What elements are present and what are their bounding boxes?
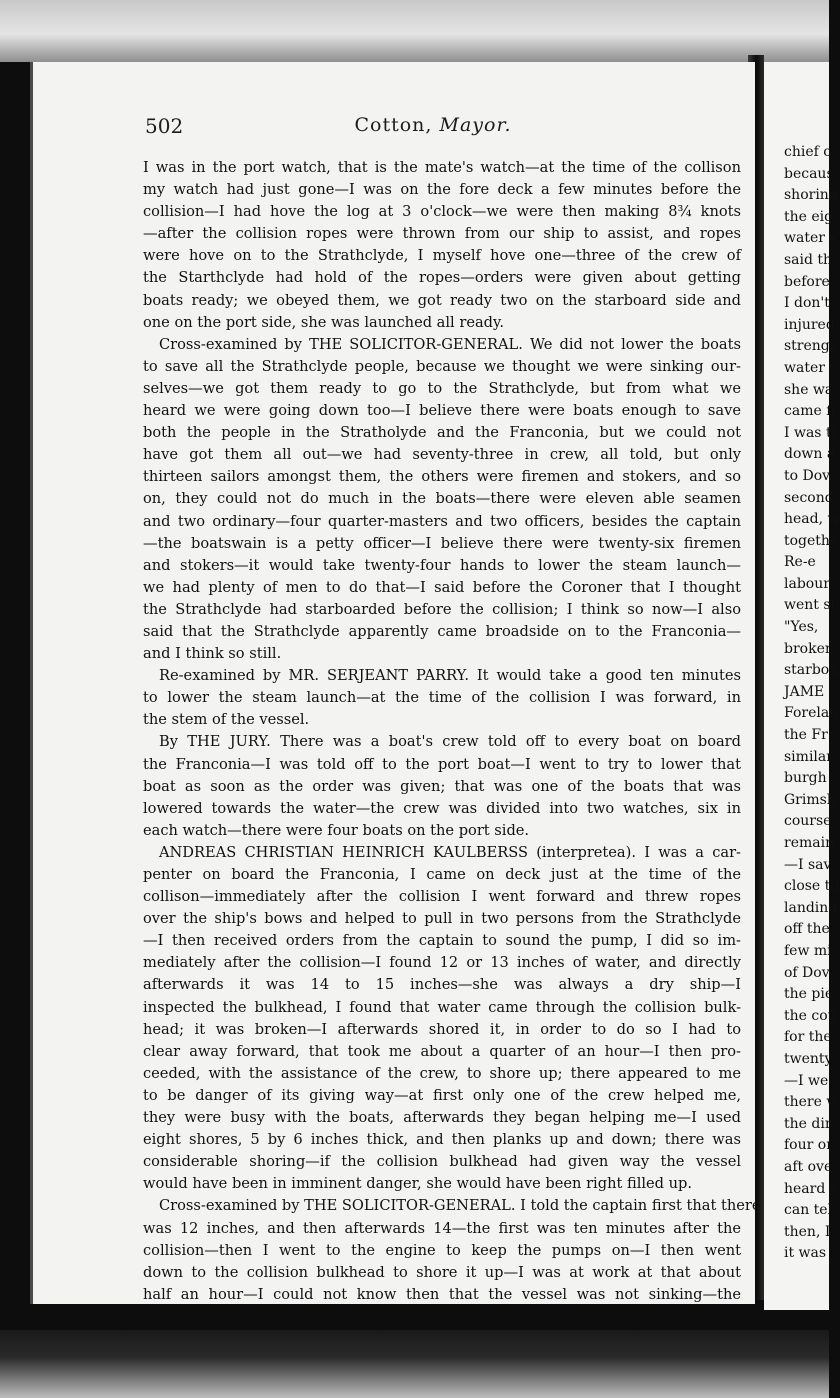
facing-text-fragment: second xyxy=(784,489,834,506)
facing-text-fragment: can tel xyxy=(784,1202,833,1219)
facing-text-fragment: aft ove xyxy=(784,1158,833,1175)
facing-text-fragment: the pie xyxy=(784,986,834,1003)
text-line: we had plenty of men to do that—I said before the Coroner that I thought xyxy=(143,578,741,596)
facing-text-fragment: shoring xyxy=(784,187,838,204)
facing-text-fragment: the Fr xyxy=(784,727,828,744)
text-line: and I think so still. xyxy=(143,645,282,663)
facing-text-fragment: she wa xyxy=(784,381,834,398)
facing-text-fragment: remain xyxy=(784,835,835,851)
text-line: collision—I had hove the log at 3 o'clock—we were then making 8¾ knots xyxy=(143,203,741,221)
text-line: have got them all out—we had seventy-three in crew, all told, but only xyxy=(143,446,741,464)
facing-text-fragment: chief o xyxy=(784,144,832,160)
text-line: to save all the Strathclyde people, because we thought we were sinking our- xyxy=(143,357,741,375)
facing-text-fragment: becaus xyxy=(784,165,834,182)
facing-text-fragment: I was tl xyxy=(784,424,837,441)
text-line: boat as soon as the order was given; that was one of the boats that was xyxy=(143,777,741,795)
text-line: —the boatswain is a petty officer—I believe there were twenty-six firemen xyxy=(143,534,741,552)
running-head-title: Mayor. xyxy=(439,114,512,136)
facing-text-fragment: I don't xyxy=(784,295,830,312)
facing-text-fragment: the cou xyxy=(784,1007,837,1024)
facing-text-fragment: there w xyxy=(784,1094,839,1111)
facing-text-fragment: —I sav xyxy=(784,856,832,873)
facing-page-text xyxy=(784,142,840,1265)
facing-text-fragment: —I we xyxy=(784,1072,829,1089)
text-line: would have been in imminent danger, she would have been right filled up. xyxy=(143,1175,693,1193)
text-line: head; it was broken—I afterwards shored it, in order to do so I had to xyxy=(143,1020,741,1038)
scan-background-bottom xyxy=(0,1330,829,1398)
page-header xyxy=(113,114,753,144)
facing-text-fragment: landing xyxy=(784,899,838,916)
text-line: selves—we got them ready to go to the Strathclyde, but from what we xyxy=(143,379,741,397)
text-line: said that the Strathclyde apparently came broadside on to the Franconia— xyxy=(143,622,741,640)
facing-text-fragment: Re-e xyxy=(784,554,816,571)
facing-text-fragment: water c xyxy=(784,359,838,376)
text-line: my watch had just gone—I was on the fore deck a few minutes before the xyxy=(143,181,741,199)
body-text xyxy=(143,157,761,1303)
text-line: the Strathclyde had starboarded before the collision; I think so now—I also xyxy=(143,600,741,618)
facing-text-fragment: head, w xyxy=(784,511,840,528)
text-line: down to the collision bulkhead to shore it up—I was at work at that about xyxy=(143,1263,741,1281)
facing-text-fragment: four or xyxy=(784,1137,833,1154)
facing-text-fragment: of Dov xyxy=(784,964,830,981)
text-line: and two ordinary—four quarter-masters and two officers, besides the captain xyxy=(143,512,741,530)
facing-text-fragment: heard t xyxy=(784,1180,836,1197)
text-line: eight shores, 5 by 6 inches thick, and then planks up and down; there was xyxy=(143,1131,741,1149)
facing-text-fragment: the eig xyxy=(784,208,834,225)
text-line: mediately after the collision—I found 12 or 13 inches of water, and directly xyxy=(143,954,741,972)
facing-text-fragment: before xyxy=(784,273,830,290)
text-line: and stokers—it would take twenty-four hands to lower the steam launch— xyxy=(143,556,741,574)
text-line: ceeded, with the assistance of the crew, to shore up; there appeared to me xyxy=(143,1064,741,1082)
facing-text-fragment: then, I xyxy=(784,1223,831,1240)
facing-page-edge xyxy=(764,62,840,1310)
text-line: one on the port side, she was launched all ready. xyxy=(143,313,504,331)
text-line: —after the collision ropes were thrown from our ship to assist, and ropes xyxy=(143,225,741,243)
text-line: to lower the steam launch—at the time of the collision I was forward, in xyxy=(143,689,741,707)
text-line: heard we were going down too—I believe there were boats enough to save xyxy=(143,402,741,420)
text-line: half an hour—I could not know then that the vessel was not sinking—the xyxy=(143,1285,741,1303)
facing-text-fragment: few mi xyxy=(784,942,832,959)
text-line: to be danger of its giving way—at first only one of the crew helped me, xyxy=(143,1086,741,1104)
facing-text-fragment: came fi xyxy=(784,403,836,420)
text-line: I was in the port watch, that is the mate's watch—at the time of the collison xyxy=(143,159,741,176)
text-line: each watch—there were four boats on the port side. xyxy=(143,821,530,839)
facing-text-fragment: water v xyxy=(784,230,838,247)
running-head xyxy=(113,114,753,136)
scan-background-top xyxy=(0,0,829,62)
facing-text-fragment: labour, xyxy=(784,575,833,592)
facing-text-fragment: went sl xyxy=(784,597,836,614)
text-line: afterwards it was 14 to 15 inches—she was always a dry ship—I xyxy=(143,976,741,994)
left-page xyxy=(30,62,761,1304)
text-line: the Franconia—I was told off to the port boat—I went to try to lower that xyxy=(143,755,741,773)
facing-text-fragment: the dir xyxy=(784,1115,832,1132)
text-line: lowered towards the water—the crew was divided into two watches, six in xyxy=(143,799,741,817)
facing-text-fragment: broken xyxy=(784,640,834,657)
facing-text-fragment: to Dov xyxy=(784,467,831,484)
text-line: Cross-examined by THE SOLICITOR-GENERAL. I told the captain first that there xyxy=(159,1197,761,1215)
facing-text-fragment: injured xyxy=(784,316,835,333)
facing-text-fragment: close to xyxy=(784,878,839,895)
facing-text-fragment: for the xyxy=(784,1029,832,1046)
text-line: boats ready; we obeyed them, we got ready two on the starboard side and xyxy=(143,291,741,309)
facing-text-fragment: "Yes, xyxy=(784,619,819,636)
facing-text-fragment: course xyxy=(784,813,832,830)
text-line: on, they could not do much in the boats—there were eleven able seamen xyxy=(143,490,741,508)
text-line: collison—immediately after the collision I went forward and threw ropes xyxy=(143,888,741,906)
page-number: 502 xyxy=(145,114,184,138)
text-line: penter on board the Franconia, I came on deck just at the time of the xyxy=(143,866,741,883)
text-line: both the people in the Stratholyde and the Franconia, but we could not xyxy=(143,424,741,442)
text-line: they were busy with the boats, afterwards they began helping me—I used xyxy=(143,1109,741,1127)
facing-text-fragment: said th xyxy=(784,251,833,268)
text-line: considerable shoring—if the collision bulkhead had given way the vessel xyxy=(143,1153,741,1171)
text-line: were hove on to the Strathclyde, I myself hove one—three of the crew of xyxy=(143,247,741,265)
facing-text-fragment: down a xyxy=(784,446,836,463)
facing-text-fragment: similar xyxy=(784,748,833,765)
text-line: collision—then I went to the engine to keep the pumps on—I then went xyxy=(143,1241,741,1259)
text-line: inspected the bulkhead, I found that water came through the collision bulk- xyxy=(143,998,741,1016)
facing-text-fragment: JAME xyxy=(784,683,825,700)
facing-text-fragment: twenty- xyxy=(784,1050,838,1067)
facing-text-fragment: it was xyxy=(784,1245,827,1262)
facing-text-fragment: strengt xyxy=(784,338,836,355)
facing-text-fragment: starboa xyxy=(784,662,838,679)
text-line: Re-examined by MR. SERJEANT PARRY. It would take a good ten minutes xyxy=(159,667,741,685)
running-head-name: Cotton, xyxy=(354,114,433,136)
text-line: over the ship's bows and helped to pull in two persons from the Strathclyde xyxy=(143,910,741,928)
facing-text-fragment: off the xyxy=(784,921,830,938)
text-line: clear away forward, that took me about a quarter of an hour—I then pro- xyxy=(143,1042,741,1060)
text-line: the Starthclyde had hold of the ropes—orders were given about getting xyxy=(143,269,741,287)
text-line: the stem of the vessel. xyxy=(143,711,310,729)
text-line: Cross-examined by THE SOLICITOR-GENERAL. We did not lower the boats xyxy=(159,335,741,353)
facing-text-fragment: Forelan xyxy=(784,705,839,722)
facing-text-fragment: togethe xyxy=(784,532,839,549)
text-line: —I then received orders from the captain to sound the pump, I did so im- xyxy=(143,932,741,950)
text-line: ANDREAS CHRISTIAN HEINRICH KAULBERSS (interpretea). I was a car- xyxy=(159,843,741,861)
text-line: was 12 inches, and then afterwards 14—the first was ten minutes after the xyxy=(143,1219,741,1237)
facing-text-fragment: Grimsb xyxy=(784,791,836,808)
text-line: By THE JURY. There was a boat's crew told off to every boat on board xyxy=(159,733,741,751)
facing-text-fragment: burgh xyxy=(784,770,827,787)
text-line: thirteen sailors amongst them, the others were firemen and stokers, and so xyxy=(143,468,741,486)
